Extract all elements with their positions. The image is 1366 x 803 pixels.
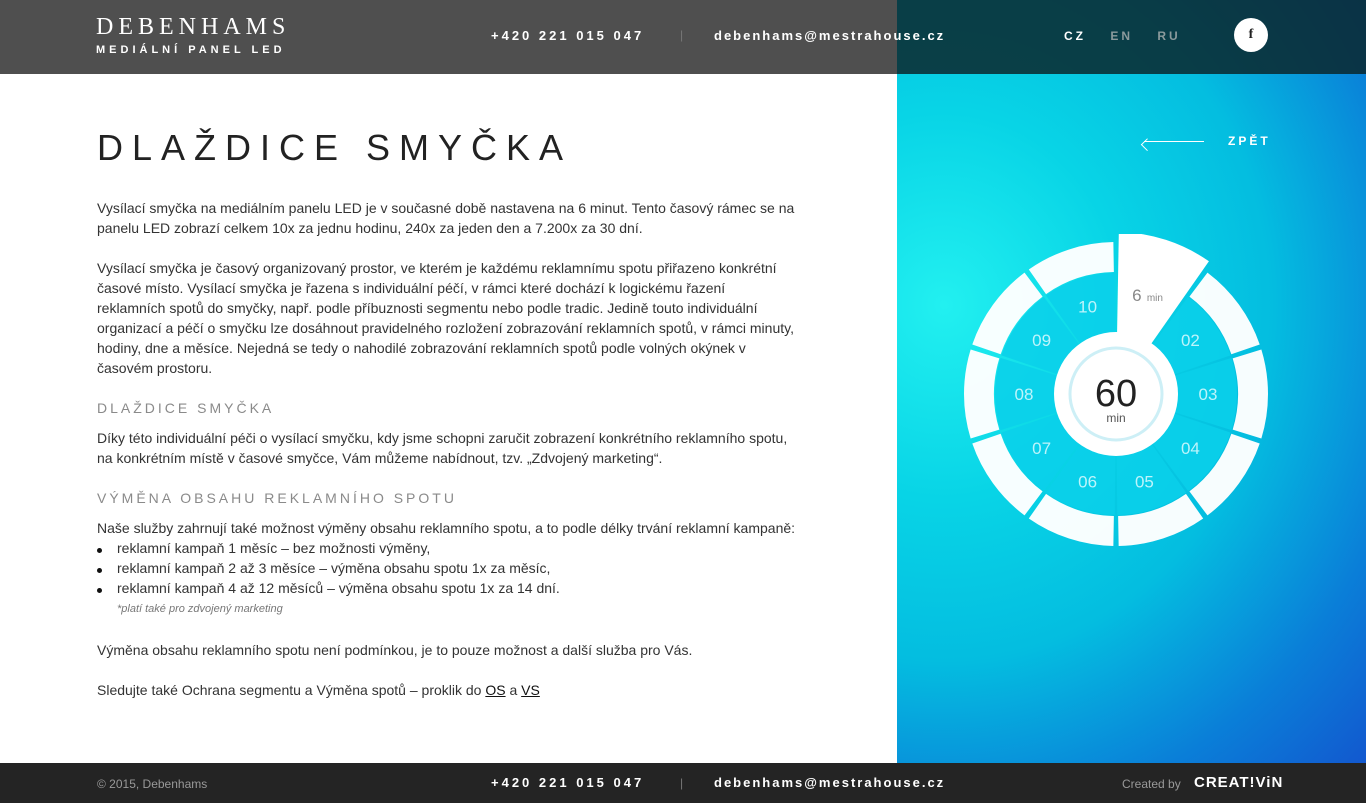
creator-logo[interactable]: CREAT!ViN	[1194, 774, 1284, 791]
paragraph-double-marketing: Díky této individuální péči o vysílací smyčku, kdy jsme schopni zaručit zobrazení konkrétního reklamního spotu, na konkrétním místě v časové smyčce, Vám můžeme nabídnout, tzv. „Zdvojený marketing“.	[97, 430, 788, 466]
footer-email-link[interactable]: debenhams@mestrahouse.cz	[714, 775, 946, 790]
segment-label: 09	[1032, 330, 1052, 350]
created-by-label: Created by	[1122, 777, 1181, 791]
copyright: © 2015, Debenhams	[97, 777, 208, 791]
loop-dial	[962, 234, 1272, 550]
lang-en[interactable]: EN	[1110, 29, 1134, 43]
arrow-left-icon	[1144, 141, 1204, 142]
list-item: reklamní kampaň 2 až 3 měsíce – výměna obsahu spotu 1x za měsíc,	[97, 558, 797, 578]
highlight-unit: min	[1146, 292, 1163, 304]
back-label: ZPĚT	[1228, 134, 1271, 148]
list-item: reklamní kampaň 1 měsíc – bez možnosti výměny,	[97, 538, 797, 558]
link-vs[interactable]: VS	[521, 682, 540, 698]
logo-subtitle: MEDIÁLNÍ PANEL LED	[96, 44, 286, 56]
link-os[interactable]: OS	[485, 682, 506, 698]
segment-label: 10	[1078, 297, 1098, 317]
campaign-list	[97, 538, 797, 598]
lang-ru[interactable]: RU	[1157, 29, 1181, 43]
links-and: a	[509, 682, 518, 698]
footnote: *platí také pro zdvojený marketing	[117, 603, 283, 615]
paragraph-loop: Vysílací smyčka je časový organizovaný prostor, ve kterém je každému reklamnímu spotu přiřazeno konkrétní časové místo. Vysílací smyčka je řazena s individuální péčí, v rámci které dochází k logickému řazení reklamních spotů do smyčky, např. podle příbuznosti segmentu nebo podle tradic. Jedině touto individuální organizací a péčí o smyčku lze dosáhnout pravidelného rozložení zobrazování reklamních spotů, v rámci minuty, hodiny, dne a měsíce. Nejedná se tedy o nahodilé zobrazování reklamních spotů podle volných okýnek v časovém prostoru.	[97, 260, 794, 376]
segment-label: 07	[1032, 439, 1052, 459]
links-prefix: Sledujte také Ochrana segmentu a Výměna spotů – proklik do	[97, 682, 482, 698]
list-item: reklamní kampaň 4 až 12 měsíců – výměna obsahu spotu 1x za 14 dní.	[97, 578, 797, 598]
footer-separator: |	[680, 776, 684, 790]
header-separator: |	[680, 28, 684, 42]
header-phone-link[interactable]: +420 221 015 047	[491, 28, 645, 43]
outer-ring-segment	[964, 350, 999, 439]
language-switcher	[1064, 29, 1199, 43]
segment-label: 05	[1134, 472, 1154, 492]
paragraph-intro: Vysílací smyčka na mediálním panelu LED je v současné době nastavena na 6 minut. Tento časový rámec se na panelu LED zobrazí celkem 10x za jednu hodinu, 240x za jeden den a 7.200x za 30 dní.	[97, 200, 795, 236]
center-unit: min	[1106, 411, 1126, 425]
segment-label: 03	[1198, 385, 1218, 404]
highlight-value: 6	[1132, 285, 1142, 305]
header-email-link[interactable]: debenhams@mestrahouse.cz	[714, 28, 946, 43]
segment-label: 08	[1014, 385, 1034, 404]
segment-label: 02	[1180, 330, 1200, 350]
main-content	[97, 128, 797, 700]
center-value: 60	[1094, 373, 1138, 415]
lang-cz[interactable]: CZ	[1064, 29, 1086, 43]
paragraph-optional: Výměna obsahu reklamního spotu není podmínkou, je to pouze možnost a další služba pro Vás.	[97, 642, 693, 658]
subheading-tile-loop: DLAŽDICE SMYČKA	[97, 400, 275, 416]
page-title: DLAŽDICE SMYČKA	[97, 127, 573, 168]
subheading-content-swap: VÝMĚNA OBSAHU REKLAMNÍHO SPOTU	[97, 490, 457, 506]
segment-label: 04	[1180, 439, 1200, 459]
logo[interactable]	[96, 14, 290, 56]
outer-ring-segment	[1233, 350, 1268, 439]
segment-label: 06	[1078, 472, 1098, 492]
logo-brand: DEBENHAMS	[96, 14, 291, 40]
header	[0, 0, 1366, 74]
footer-phone-link[interactable]: +420 221 015 047	[491, 775, 645, 790]
paragraph-links	[97, 680, 797, 700]
paragraph-services: Naše služby zahrnují také možnost výměny obsahu reklamního spotu, a to podle délky trvání reklamní kampaně:	[97, 520, 796, 536]
footer	[0, 763, 1366, 803]
facebook-icon[interactable]: f	[1234, 18, 1268, 52]
